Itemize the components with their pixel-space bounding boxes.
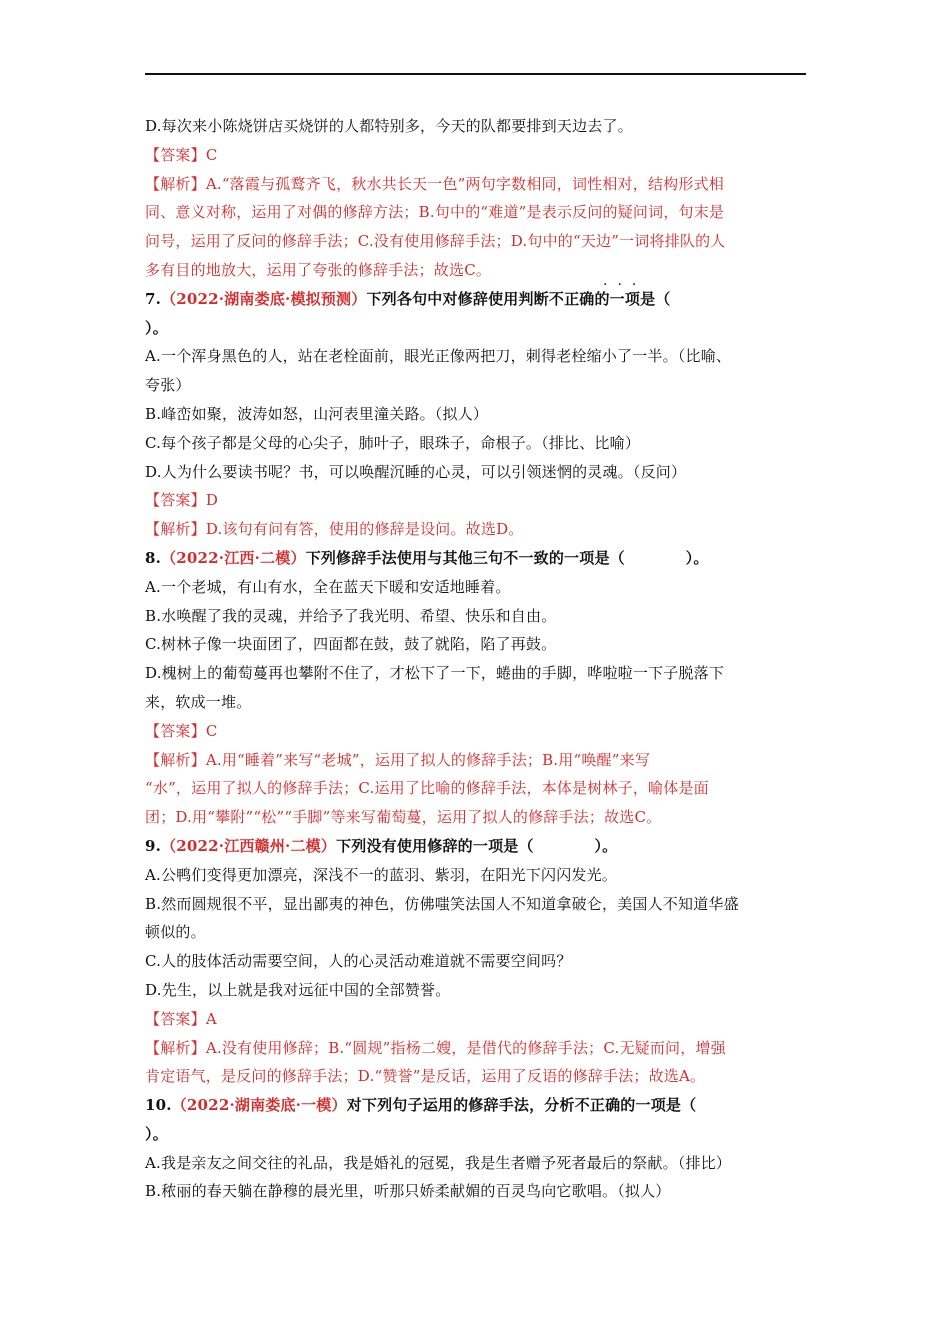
q9-option: C.人的肢体活动需要空间，人的心灵活动难道就不需要空间吗？	[145, 952, 572, 971]
question-source: （2022·湖南娄底·模拟预测）	[161, 289, 367, 308]
q8-option: D.槐树上的葡萄蔓再也攀附不住了，才松下了一下，蜷曲的手脚，哗啦啦一下子脱落下	[145, 664, 725, 683]
q8-analysis-line: 团；D.用“攀附”“松”“手脚”等来写葡萄蔓，运用了拟人的修辞手法；故选C。	[145, 808, 662, 827]
q9-analysis-line: 肯定语气，是反问的修辞手法；D.“赞誉”是反话，运用了反语的修辞手法；故选A。	[145, 1067, 706, 1086]
answer-tag: 【答案】	[145, 145, 206, 164]
q10-stem: 10.（2022·湖南娄底·一模）对下列句子运用的修辞手法，分析不正确的一项是（	[145, 1096, 697, 1115]
q9-option: A.公鸭们变得更加漂亮，深浅不一的蓝羽、紫羽，在阳光下闪闪发光。	[145, 865, 618, 884]
q6-analysis-line: 问号，运用了反问的修辞手法；C.没有使用修辞手法；D.句中的“天边”一词将排队的人	[145, 232, 726, 251]
q8-analysis-line: “水”，运用了拟人的修辞手法；C.运用了比喻的修辞手法，本体是树林子，喻体是面	[145, 779, 709, 798]
answer-tag: 【答案】	[145, 721, 206, 740]
q6-analysis-line: 【解析】A.“落霞与孤鹜齐飞，秋水共长天一色”两句字数相同，词性相对，结构形式相	[145, 174, 724, 193]
answer-value: C	[205, 145, 218, 164]
q7-option: B.峰峦如聚，波涛如怒，山河表里潼关路。（拟人）	[145, 404, 489, 423]
q7-option: D.人为什么要读书呢？书，可以唤醒沉睡的心灵，可以引领迷惘的灵魂。（反问）	[145, 462, 687, 481]
q6-answer	[145, 141, 813, 170]
q8-stem: 8.（2022·江西·二模）下列修辞手法使用与其他三句不一致的一项是（ ）。	[145, 548, 709, 567]
question-number: 9.	[145, 836, 162, 855]
analysis-tag: 【解析】	[145, 750, 206, 769]
q9-answer	[145, 1005, 813, 1034]
question-source: （2022·江西·二模）	[161, 548, 306, 567]
analysis-tag: 【解析】	[145, 520, 206, 539]
answer-value: C	[205, 721, 218, 740]
q8-option: B.水唤醒了我的灵魂，并给予了我光明、希望、快乐和自由。	[145, 606, 557, 625]
q7-analysis-line: 【解析】D.该句有问有答，使用的修辞是设问。故选D。	[145, 520, 524, 539]
q8-option: C.树林子像一块面团了，四面都在鼓，鼓了就陷，陷了再鼓。	[145, 635, 557, 654]
q6-analysis-line: 同、意义对称，运用了对偶的修辞方法；B.句中的“难道”是表示反问的疑问词，句末是	[145, 203, 725, 222]
question-number: 10.	[145, 1096, 172, 1115]
q8-option: 来，软成一堆。	[145, 692, 252, 711]
answer-tag: 【答案】	[145, 491, 206, 510]
analysis-tag: 【解析】	[145, 1038, 206, 1057]
q9-option: 顿似的。	[145, 923, 206, 942]
question-source: （2022·江西赣州·二模）	[161, 836, 337, 855]
q10-stem-end: ）。	[145, 1124, 168, 1143]
q7-stem-end: ）。	[145, 318, 168, 337]
q7-option: A.一个浑身黑色的人，站在老栓面前，眼光正像两把刀，刺得老栓缩小了一半。（比喻、	[145, 347, 732, 366]
answer-value: A	[205, 1009, 217, 1028]
q10-option: A.我是亲友之间交往的礼品，我是婚礼的冠冕，我是生者赠予死者最后的祭献。（排比）	[145, 1153, 732, 1172]
q6-analysis-line: 多有目的地放大，运用了夸张的修辞手法；故选C。	[145, 260, 492, 279]
analysis-tag: 【解析】	[145, 174, 206, 193]
q9-stem: 9.（2022·江西赣州·二模）下列没有使用修辞的一项是（ ）。	[145, 836, 618, 855]
q7-option: 夸张）	[145, 376, 191, 395]
q8-option: A.一个老城，有山有水，全在蓝天下暖和安适地睡着。	[145, 577, 511, 596]
question-number: 8.	[145, 548, 162, 567]
q6-option-d: D.每次来小陈烧饼店买烧饼的人都特别多，今天的队都要排到天边去了。	[145, 117, 633, 135]
q8-analysis-line: 【解析】A.用“睡着”来写“老城”，运用了拟人的修辞手法；B.用“唤醒”来写	[145, 750, 651, 769]
q9-option: B.然而圆规很不平，显出鄙夷的神色，仿佛嗤笑法国人不知道拿破仑，美国人不知道华盛	[145, 894, 739, 913]
emphasis-dots: ···	[603, 277, 647, 293]
document-body	[145, 112, 813, 1206]
question-source: （2022·湖南娄底·一模）	[171, 1096, 347, 1115]
header-rule	[145, 73, 806, 75]
q10-option: B.秾丽的春天躺在静穆的晨光里，听那只娇柔献媚的百灵鸟向它歌唱。（拟人）	[145, 1182, 671, 1201]
q9-option: D.先生，以上就是我对远征中国的全部赞誉。	[145, 980, 451, 999]
q7-answer	[145, 486, 813, 515]
q8-answer	[145, 717, 813, 746]
q7-option: C.每个孩子都是父母的心尖子，肺叶子，眼珠子，命根子。（排比、比喻）	[145, 433, 641, 452]
answer-value: D	[205, 491, 219, 510]
question-number: 7.	[145, 289, 162, 308]
q7-stem: 7.（2022·湖南娄底·模拟预测）下列各句中对修辞使用判断不正确的一项是（	[145, 289, 671, 308]
q9-analysis-line: 【解析】A.没有使用修辞；B.“圆规”指杨二嫂，是借代的修辞手法；C.无疑而问，增强	[145, 1038, 726, 1057]
answer-tag: 【答案】	[145, 1009, 206, 1028]
